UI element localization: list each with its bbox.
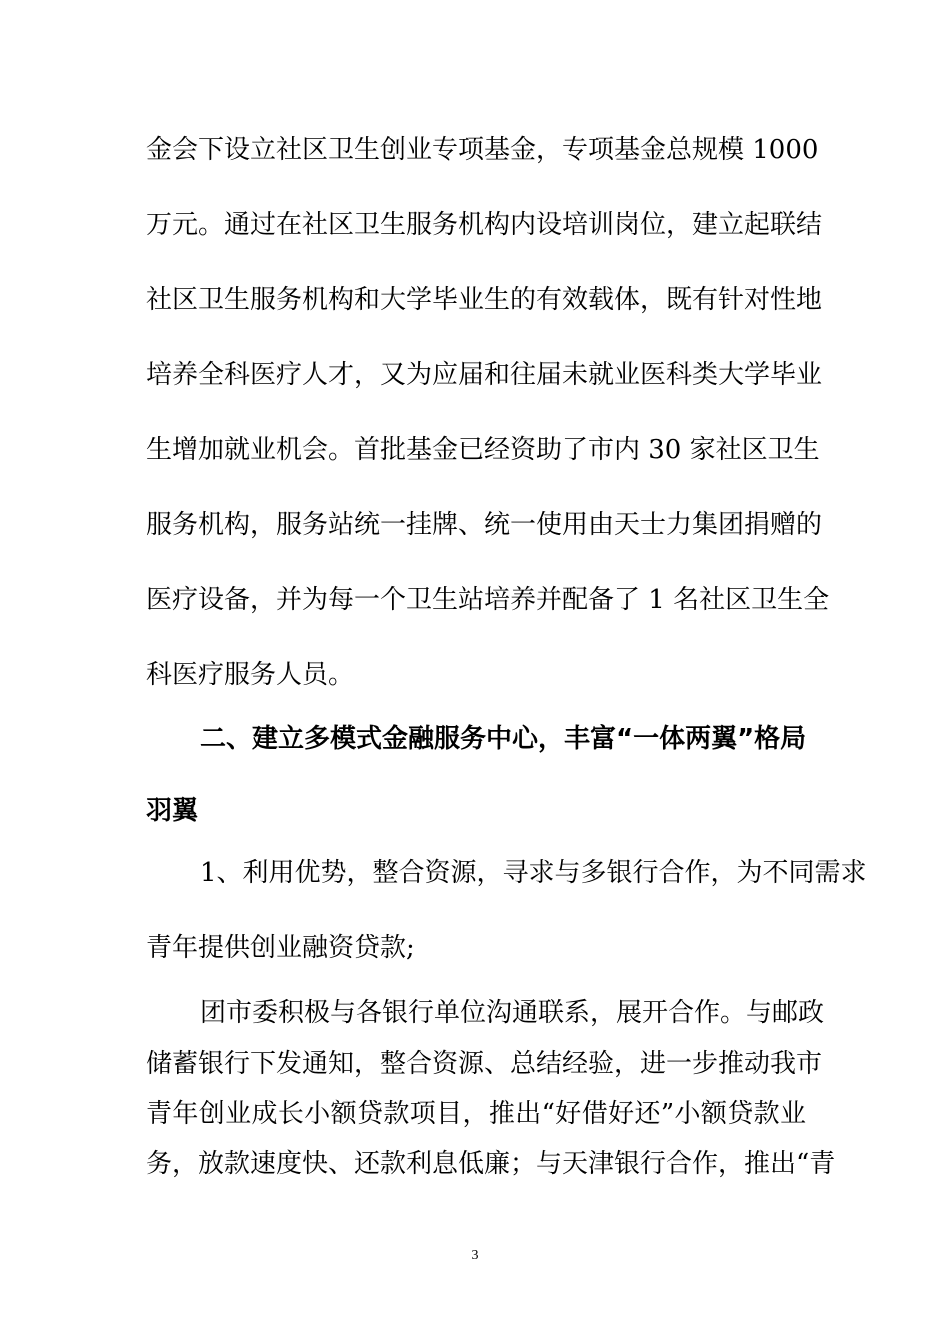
paragraph-line: 培养全科医疗人才，又为应届和往届未就业医科类大学毕业 [146,360,823,390]
paragraph-line: 金会下设立社区卫生创业专项基金，专项基金总规模 1000 [146,135,819,165]
list-item-line: 1、利用优势，整合资源，寻求与多银行合作，为不同需求 [200,858,867,888]
paragraph-line: 万元。通过在社区卫生服务机构内设培训岗位，建立起联结 [146,210,823,240]
page-number: 3 [471,1248,479,1263]
section-heading: 二、建立多模式金融服务中心，丰富“一体两翼”格局 [200,724,807,754]
paragraph-line: 储蓄银行下发通知，整合资源、总结经验，进一步推动我市 [146,1049,823,1079]
paragraph-line: 青年创业成长小额贷款项目，推出“好借好还”小额贷款业 [146,1099,806,1129]
paragraph-line: 务，放款速度快、还款利息低廉；与天津银行合作，推出“青 [146,1149,836,1179]
section-heading-continuation: 羽翼 [146,796,199,826]
paragraph-line: 科医疗服务人员。 [146,660,355,690]
paragraph-line: 社区卫生服务机构和大学毕业生的有效载体，既有针对性地 [146,285,823,315]
paragraph-line: 团市委积极与各银行单位沟通联系，展开合作。与邮政 [200,998,825,1028]
list-item-line: 青年提供创业融资贷款; [146,933,415,963]
paragraph-line: 生增加就业机会。首批基金已经资助了市内 30 家社区卫生 [146,435,820,465]
paragraph-line: 医疗设备，并为每一个卫生站培养并配备了 1 名社区卫生全 [146,585,830,615]
paragraph-line: 服务机构，服务站统一挂牌、统一使用由天士力集团捐赠的 [146,510,823,540]
